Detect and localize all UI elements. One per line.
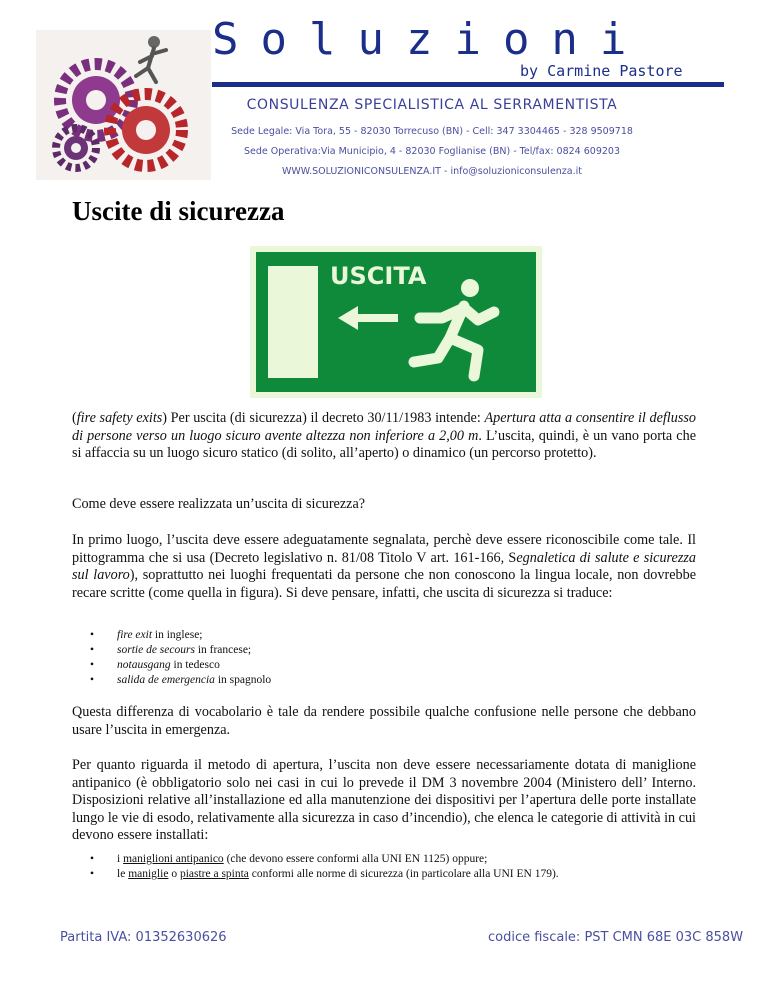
paragraph-vocabulary: Questa differenza di vocabolario è tale da rendere possibile qualche confusione nelle persone che debbano usare l’uscita in emergenza. [72, 704, 696, 738]
footer-tax-code: codice fiscale: PST CMN 68E 03C 858W [488, 930, 744, 945]
translations-list [90, 628, 271, 688]
exit-sign-image [250, 246, 542, 398]
brand-byline: by Carmine Pastore [520, 62, 683, 80]
header-rule [212, 82, 724, 87]
sign-label: USCITA [330, 262, 427, 290]
list-item: • sortie de secours in francese; [90, 643, 271, 658]
list-item: • i maniglioni antipanico (che devono essere conformi alla UNI EN 1125) oppure; [90, 852, 559, 867]
address-operative: Sede Operativa:Via Municipio, 4 - 82030 Foglianise (BN) - Tel/fax: 0824 609203 [243, 146, 621, 157]
tagline: CONSULENZA SPECIALISTICA AL SERRAMENTISTA [246, 97, 618, 113]
paragraph-question: Come deve essere realizzata un’uscita di sicurezza? [72, 496, 366, 512]
list-item: • fire exit in inglese; [90, 628, 271, 643]
list-item: • notausgang in tedesco [90, 658, 271, 673]
paragraph-definition: (fire safety exits) Per uscita (di sicurezza) il decreto 30/11/1983 intende: Apertura atta a consentire il deflusso di persone verso un luogo sicuro avente altezza non inferiore a 2,00 m. L’uscita, quindi, è un vano porta che si affaccia su un luogo sicuro statico (di solito, all’aperto) o dinamico (un percorso protetto). [72, 410, 696, 461]
list-item: • salida de emergencia in spagnolo [90, 673, 271, 688]
paragraph-signage: In primo luogo, l’uscita deve essere adeguatamente segnalata, perchè deve essere riconoscibile come tale. Il pittogramma che si usa (Decreto legislativo n. 81/08 Titolo V art. 161-166, Segnaletica di salute e sicurezza sul lavoro), soprattutto nei luoghi frequentati da persone che non conoscono la lingua locale, non dovrebbe recare scritte (come quella in figura). Si deve pensare, infatti, che uscita di sicurezza si traduce: [72, 532, 696, 601]
paragraph-opening-method: Per quanto riguarda il metodo di apertura, l’uscita non deve essere necessariamente dotata di maniglione antipanico (è obbligatorio solo nei casi in cui lo prevede il DM 3 novembre 2004 (Ministero dell’ Interno. Disposizioni relative all’installazione ed alla manutenzione dei dispositivi per l’apertura delle porte installate lungo le vie di esodo, relativamente alla sicurezza in caso d’incendio), che elenca le categorie di attività in cui devono essere installati: [72, 757, 696, 843]
link-piastre-a-spinta[interactable]: piastre a spinta [179, 868, 249, 880]
page-title: Uscite di sicurezza [72, 196, 285, 226]
link-maniglioni-antipanico[interactable]: maniglioni antipanico [123, 853, 224, 865]
devices-list [90, 852, 559, 882]
list-item: • le maniglie o piastre a spinta conformi alle norme di sicurezza (in particolare alla UNI EN 179). [90, 867, 559, 882]
door-shape [268, 266, 318, 378]
term-fire-safety-exits: fire safety exits [76, 410, 163, 426]
brand-name: Soluzioni [212, 14, 649, 65]
address-legal: Sede Legale: Via Tora, 55 - 82030 Torrecuso (BN) - Cell: 347 3304465 - 328 9509718 [231, 126, 633, 137]
web-email: WWW.SOLUZIONICONSULENZA.IT - info@soluzioniconsulenza.it [281, 166, 582, 177]
footer-vat: Partita IVA: 01352630626 [60, 930, 227, 945]
link-maniglie[interactable]: maniglie [128, 868, 169, 880]
